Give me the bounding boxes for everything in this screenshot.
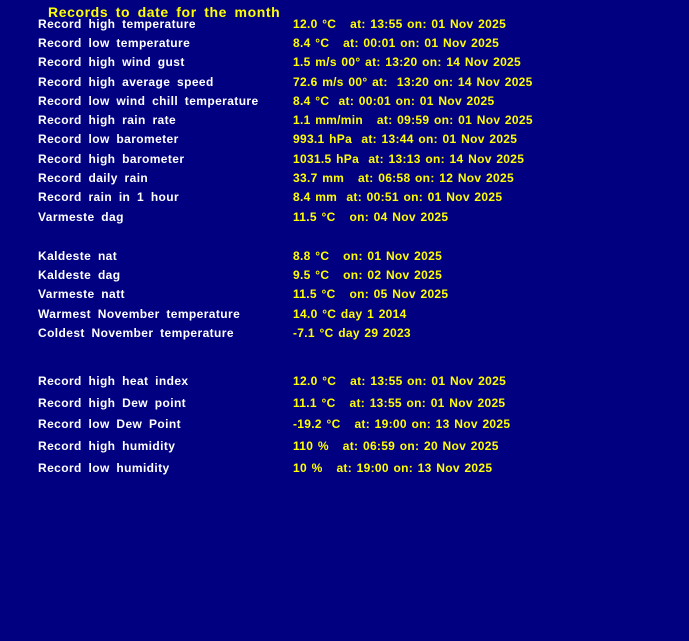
record-value: 10 % at: 19:00 on: 13 Nov 2025 — [293, 461, 493, 476]
record-label: Record high average speed — [38, 74, 214, 89]
record-value: 1031.5 hPa at: 13:13 on: 14 Nov 2025 — [293, 151, 525, 166]
record-row — [0, 435, 689, 457]
records-section — [0, 14, 689, 226]
record-value: 1.5 m/s 00° at: 13:20 on: 14 Nov 2025 — [293, 55, 522, 70]
record-row — [0, 53, 689, 72]
record-label: Varmeste dag — [38, 209, 124, 224]
record-value: 14.0 °C day 1 2014 — [293, 306, 407, 321]
record-value: 8.4 °C at: 00:01 on: 01 Nov 2025 — [293, 93, 495, 108]
record-row — [0, 285, 689, 304]
record-value: 8.8 °C on: 01 Nov 2025 — [293, 248, 443, 263]
record-value: 72.6 m/s 00° at: 13:20 on: 14 Nov 2025 — [293, 74, 533, 89]
record-label: Record high temperature — [38, 16, 196, 31]
record-row — [0, 323, 689, 342]
record-value: 110 % at: 06:59 on: 20 Nov 2025 — [293, 439, 499, 454]
record-value: 8.4 mm at: 00:51 on: 01 Nov 2025 — [293, 190, 503, 205]
record-row — [0, 207, 689, 226]
record-label: Record high heat index — [38, 373, 189, 388]
record-row — [0, 72, 689, 91]
record-value: 1.1 mm/min at: 09:59 on: 01 Nov 2025 — [293, 113, 533, 128]
record-value: 11.5 °C on: 05 Nov 2025 — [293, 287, 449, 302]
record-row — [0, 168, 689, 187]
record-value: 8.4 °C at: 00:01 on: 01 Nov 2025 — [293, 35, 500, 50]
record-label: Record rain in 1 hour — [38, 190, 180, 205]
record-label: Warmest November temperature — [38, 306, 241, 321]
record-row — [0, 457, 689, 479]
record-row — [0, 91, 689, 110]
record-value: 12.0 °C at: 13:55 on: 01 Nov 2025 — [293, 16, 507, 31]
record-label: Record low wind chill temperature — [38, 93, 259, 108]
record-row — [0, 130, 689, 149]
record-row — [0, 414, 689, 436]
record-row — [0, 14, 689, 33]
record-label: Record low humidity — [38, 461, 170, 476]
record-label: Kaldeste dag — [38, 267, 121, 282]
page-title: Records to date for the month — [48, 4, 281, 20]
record-row — [0, 370, 689, 392]
record-row — [0, 392, 689, 414]
record-label: Coldest November temperature — [38, 325, 234, 340]
record-value: 11.1 °C at: 13:55 on: 01 Nov 2025 — [293, 395, 506, 410]
record-label: Varmeste natt — [38, 287, 125, 302]
record-label: Record high barometer — [38, 151, 185, 166]
record-row — [0, 246, 689, 265]
record-row — [0, 110, 689, 129]
record-row — [0, 265, 689, 284]
record-row — [0, 149, 689, 168]
record-value: 993.1 hPa at: 13:44 on: 01 Nov 2025 — [293, 132, 518, 147]
record-row — [0, 304, 689, 323]
record-label: Record high humidity — [38, 439, 176, 454]
record-value: -7.1 °C day 29 2023 — [293, 325, 411, 340]
record-label: Kaldeste nat — [38, 248, 118, 263]
record-value: 9.5 °C on: 02 Nov 2025 — [293, 267, 443, 282]
record-label: Record high Dew point — [38, 395, 187, 410]
record-value: 33.7 mm at: 06:58 on: 12 Nov 2025 — [293, 171, 514, 186]
record-row — [0, 33, 689, 52]
record-label: Record high wind gust — [38, 55, 185, 70]
record-value: 11.5 °C on: 04 Nov 2025 — [293, 209, 449, 224]
records-section — [0, 370, 689, 479]
record-value: 12.0 °C at: 13:55 on: 01 Nov 2025 — [293, 373, 507, 388]
record-label: Record daily rain — [38, 171, 149, 186]
record-value: -19.2 °C at: 19:00 on: 13 Nov 2025 — [293, 417, 511, 432]
record-label: Record low barometer — [38, 132, 179, 147]
record-label: Record high rain rate — [38, 113, 177, 128]
record-label: Record low Dew Point — [38, 417, 182, 432]
record-label: Record low temperature — [38, 35, 191, 50]
records-section — [0, 246, 689, 342]
record-row — [0, 188, 689, 207]
